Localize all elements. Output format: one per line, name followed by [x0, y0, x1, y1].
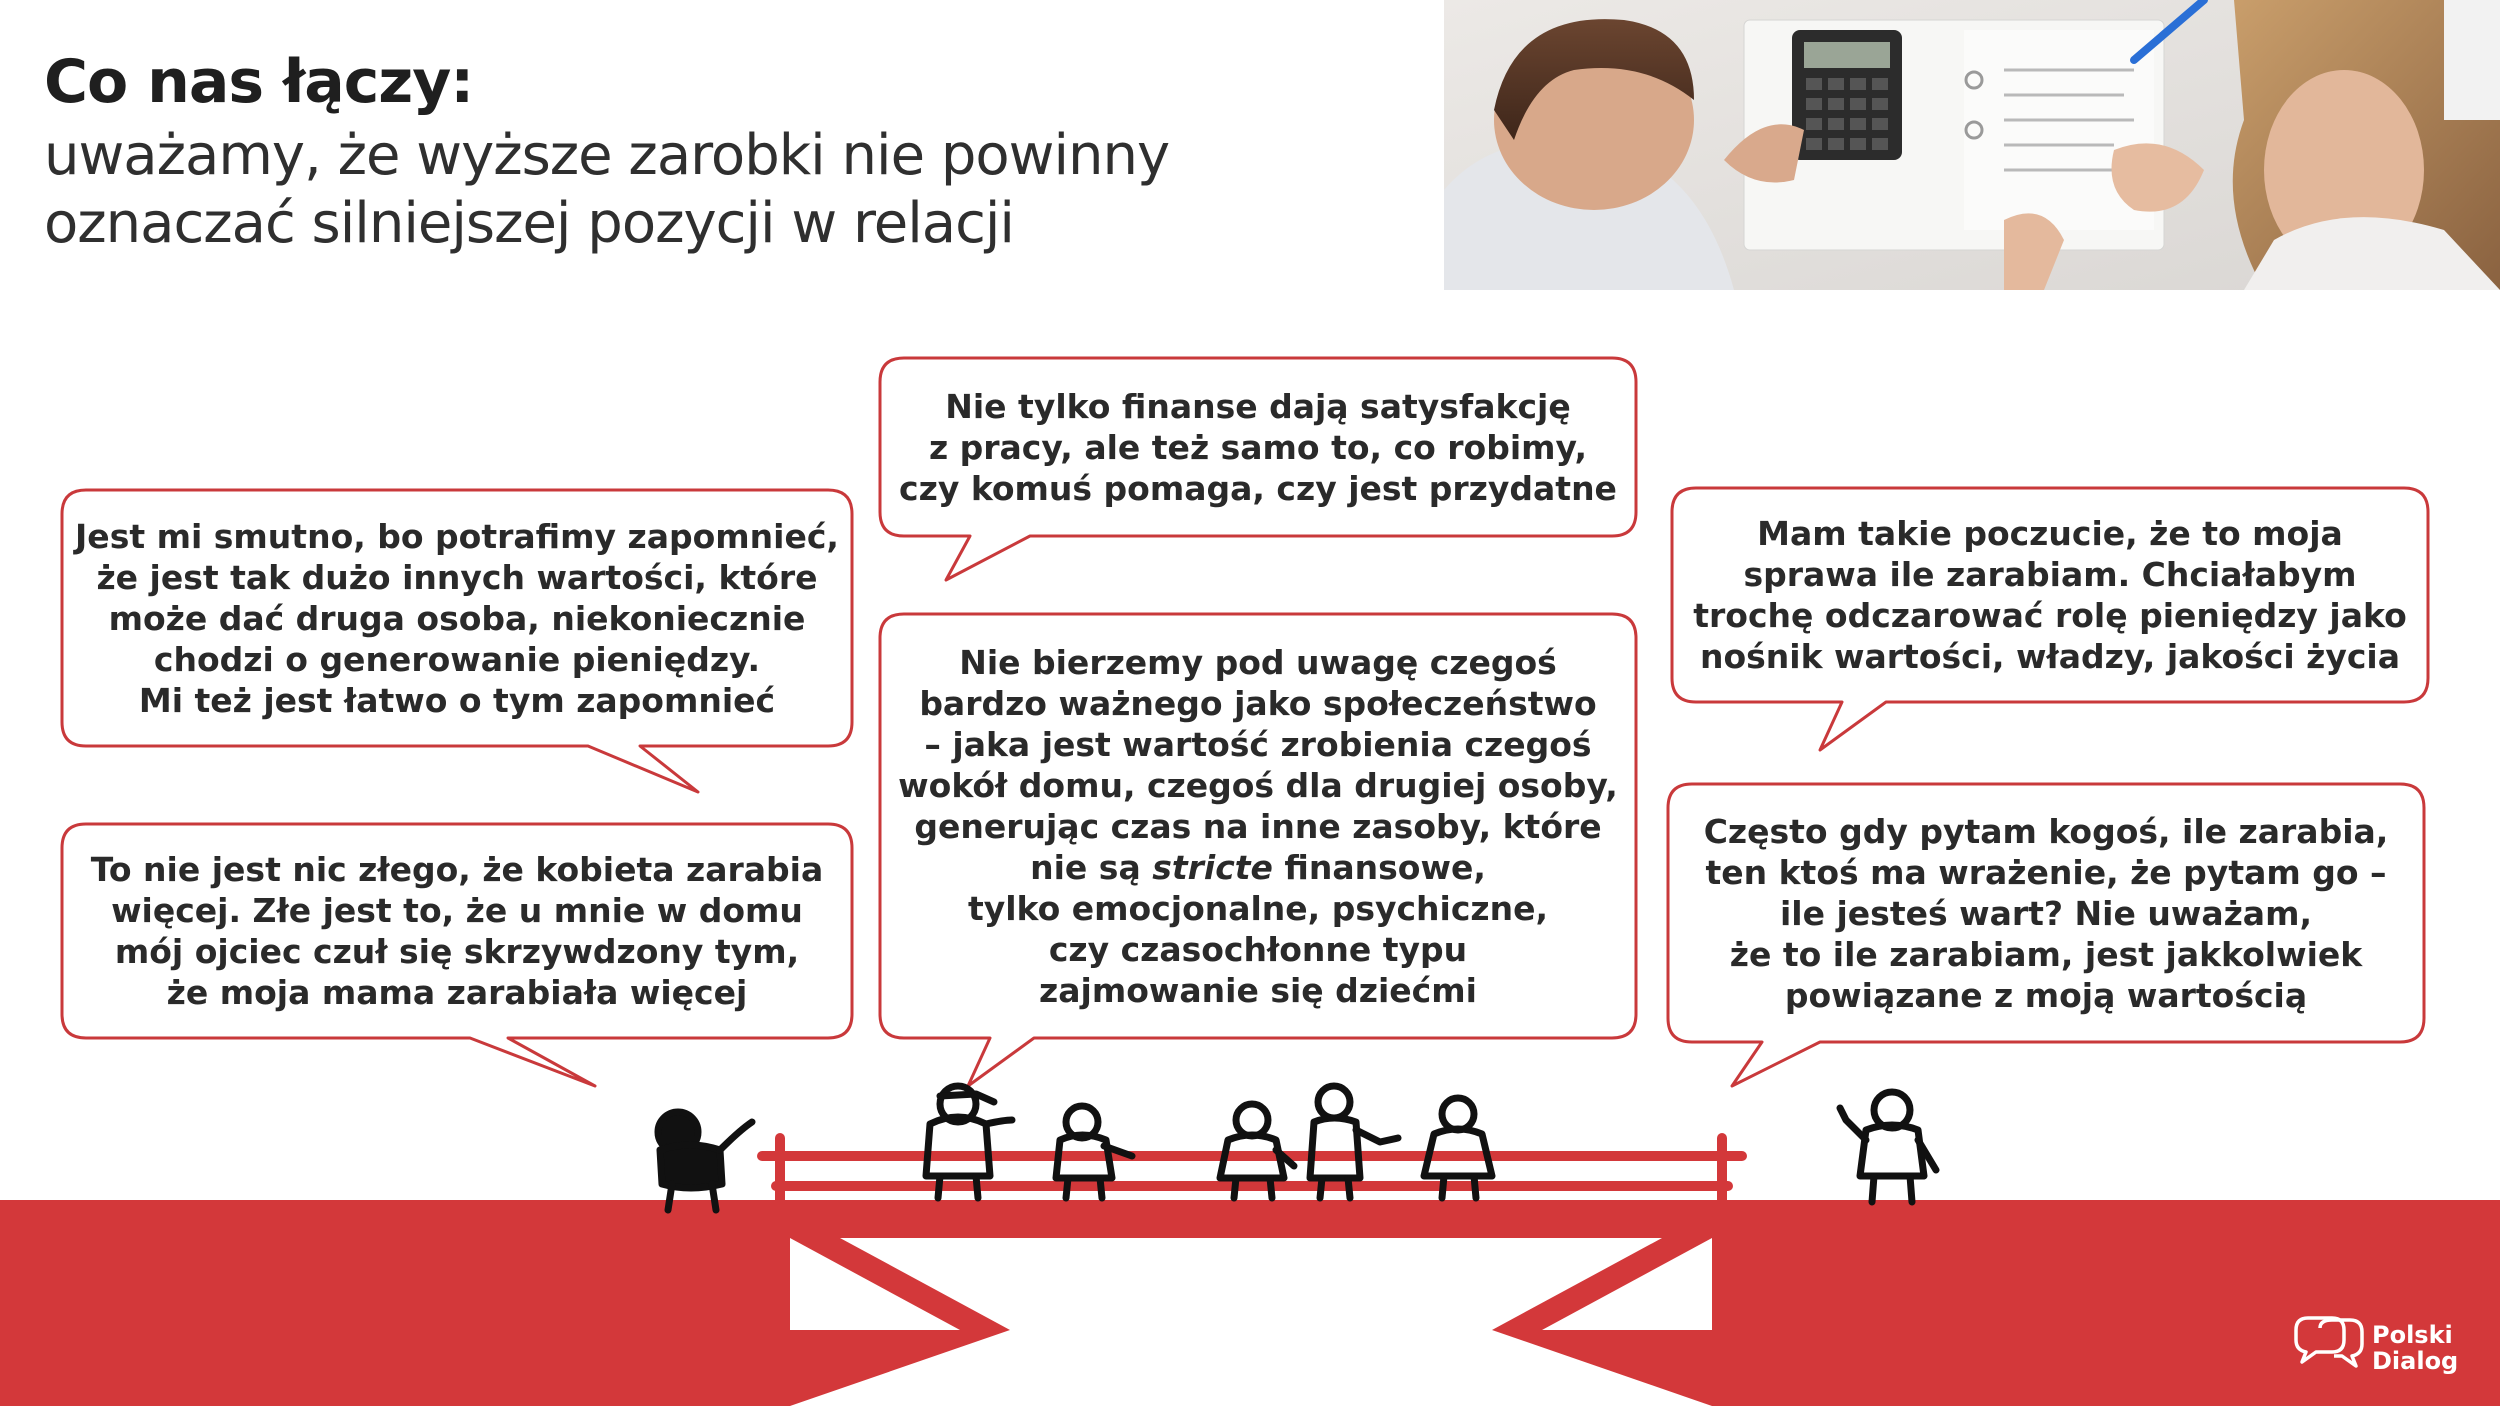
page-title: Co nas łączy:: [44, 47, 474, 117]
quote-4-part-1: Nie bierzemy pod uwagę czegoś bardzo ważnego jako społeczeństwo – jaka jest wartość zrobienia czegoś wokół domu, czegoś dla drugiej osoby, generując czas na inne zasoby, które nie są: [898, 642, 1618, 887]
bridge-railing: [762, 1138, 1742, 1200]
logo-polski-dialog: Polski Dialog: [2372, 1321, 2459, 1375]
figure-right: [1840, 1092, 1936, 1202]
page-subtitle: uważamy, że wyższe zarobki nie powinny oznaczać silniejszej pozycji w relacji: [44, 123, 1170, 256]
people-figures: [658, 1086, 1936, 1210]
quote-1: Jest mi smutno, bo potrafimy zapomnieć, że jest tak dużo innych wartości, które może dać druga osoba, niekoniecznie chodzi o generowanie pieniędzy. Mi też jest łatwo o tym zapomnieć: [75, 516, 839, 720]
quote-2: To nie jest nic złego, że kobieta zarabia więcej. Złe jest to, że u mnie w domu mój ojciec czuł się skrzywdzony tym, że moja mama zarabiała więcej: [90, 850, 824, 1012]
quote-5: Mam takie poczucie, że to moja sprawa ile zarabiam. Chciałabym trochę odczarować rolę pieniędzy jako nośnik wartości, władzy, jakości życia: [1693, 514, 2407, 676]
quote-4-italic: stricte: [1152, 847, 1273, 887]
quote-4-part-2: finansowe, tylko emocjonalne, psychiczne, czy czasochłonne typu zajmowanie się dziećmi: [967, 847, 1549, 1010]
quote-6: Często gdy pytam kogoś, ile zarabia, ten ktoś ma wrażenie, że pytam go – ile jesteś wart? Nie uważam, że to ile zarabiam, jest jakkolwiek powiązane z moją wartością: [1703, 811, 2389, 1015]
quote-3: Nie tylko finanse dają satysfakcję z pracy, ale też samo to, co robimy, czy komuś pomaga, czy jest przydatne: [899, 386, 1617, 508]
quote-4: [888, 622, 1628, 1030]
figure-left: [658, 1112, 752, 1210]
bridge: [0, 1200, 2500, 1406]
